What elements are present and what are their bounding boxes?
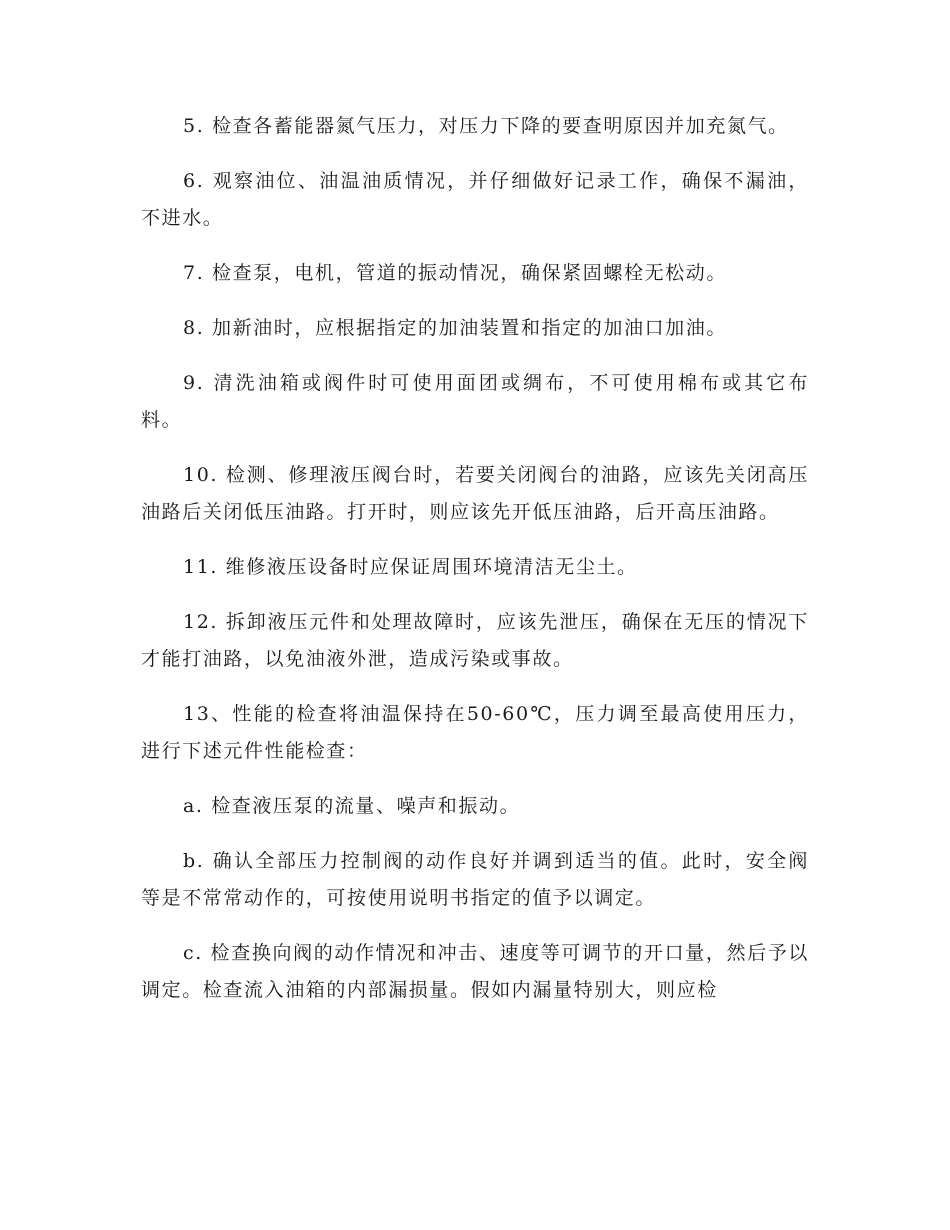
paragraph-item-12: 12. 拆卸液压元件和处理故障时，应该先泄压，确保在无压的情况下才能打油路，以免油液外泄，造成污染或事故。 <box>141 611 809 670</box>
paragraph-item-a: a. 检查液压泵的流量、噪声和振动。 <box>183 795 521 817</box>
paragraph-item-c: c. 检查换向阀的动作情况和冲击、速度等可调节的开口量，然后予以调定。检查流入油箱的内部漏损量。假如内漏量特别大，则应检 <box>141 942 809 1001</box>
paragraph-item-10: 10. 检测、修理液压阀台时，若要关闭阀台的油路，应该先关闭高压油路后关闭低压油路。打开时，则应该先开低压油路，后开高压油路。 <box>141 464 809 523</box>
paragraph-item-7: 7. 检查泵，电机，管道的振动情况，确保紧固螺栓无松动。 <box>183 262 727 284</box>
document-body <box>141 108 809 1027</box>
paragraph-item-9: 9. 清洗油箱或阀件时可使用面团或绸布，不可使用棉布或其它布料。 <box>141 372 809 431</box>
paragraph-item-5: 5. 检查各蓄能器氮气压力，对压力下降的要查明原因并加充氮气。 <box>183 115 789 137</box>
paragraph-item-8: 8. 加新油时，应根据指定的加油装置和指定的加油口加油。 <box>183 317 727 339</box>
paragraph-item-13: 13、性能的检查将油温保持在50-60℃，压力调至最高使用压力，进行下述元件性能检查： <box>141 703 809 762</box>
paragraph-item-6: 6. 观察油位、油温油质情况，并仔细做好记录工作，确保不漏油，不进水。 <box>141 170 809 229</box>
paragraph-item-b: b. 确认全部压力控制阀的动作良好并调到适当的值。此时，安全阀等是不常常动作的，可按使用说明书指定的值予以调定。 <box>141 850 809 909</box>
paragraph-item-11: 11. 维修液压设备时应保证周围环境清洁无尘土。 <box>183 556 638 578</box>
